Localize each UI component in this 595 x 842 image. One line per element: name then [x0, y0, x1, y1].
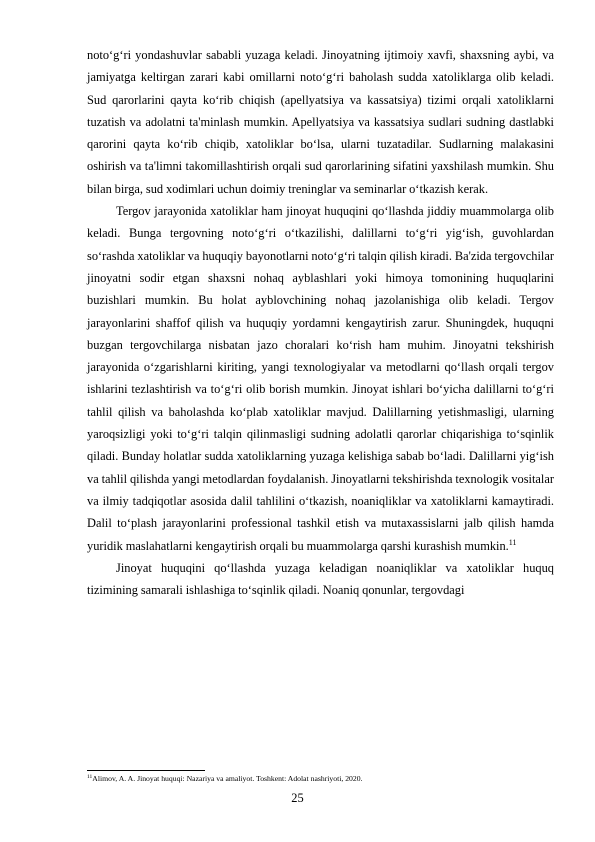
footnote-number: 11 — [87, 774, 93, 780]
body-text — [87, 44, 554, 601]
footnote — [87, 772, 557, 784]
footnote-reference[interactable]: 11 — [508, 537, 517, 547]
paragraph-uncertainties — [87, 557, 554, 602]
page-number: 25 — [291, 791, 304, 805]
paragraph-investigation-errors — [87, 200, 554, 557]
paragraph-text: Tergov jarayonida xatoliklar ham jinoyat huquqini qo‘llashda jiddiy muammolarga olib keladi. Bunga tergovning noto‘g‘ri o‘tkazilishi, dalillarni to‘g‘ri yig‘ish, guvohlardan so‘rashda xatoliklar va huquqiy bayonotlarni noto‘g‘ri talqin qilish kiradi. Ba'zida tergovchilar jinoyatni sodir etgan shaxsni nohaq ayblashlari yoki himoya tomonining huquqlarini buzishlari mumkin. Bu holat ayblovchining nohaq jazolanishiga olib keladi. Tergov jarayonlarini shaffof qilish va huquqiy yordamni kengaytirish zarur. Shuningdek, huquqni buzgan tergovchilarga nisbatan jazo choralari ko‘rish ham muhim. Jinoyatni tekshirish jarayonida o‘zgarishlarni kiriting, yangi texnologiyalar va metodlarni qo‘llash orqali tergov ishlarini tezlashtirish va to‘g‘ri olib borish mumkin. Jinoyat ishlari bo‘yicha dalillarni to‘g‘ri tahlil qilish va baholashda ko‘plab xatoliklar mavjud. Dalillarning yetishmasligi, ularning yaroqsizligi yoki to‘g‘ri talqin qilinmasligi sudning adolatli qarorlar chiqarishiga to‘sqinlik qiladi. Bunday holatlar sudda xatoliklarning yuzaga kelishiga sabab bo‘ladi. Dalillarni yig‘ish va tahlil qilishda yangi metodlardan foydalanish. Jinoyatlarni tekshirishda texnologik vositalar va ilmiy tadqiqotlar asosida dalil tahlilini o‘tkazish, noaniqliklar va xatoliklarni kamaytiradi. Dalil to‘plash jarayonlarini professional tashkil etish va mutaxassislarni jalb qilish hamda yuridik maslahatlarni kengaytirish orqali bu muammolarga qarshi kurashish mumkin. — [87, 204, 554, 553]
paragraph-text: Jinoyat huquqini qo‘llashda yuzaga keladigan noaniqliklar va xatoliklar huquq tizimining samarali ishlashiga to‘sqinlik qiladi. Noaniq qonunlar, tergovdagi — [87, 560, 554, 598]
paragraph-continued — [87, 44, 554, 200]
paragraph-text: noto‘g‘ri yondashuvlar sababli yuzaga keladi. Jinoyatning ijtimoiy xavfi, shaxsning aybi, va jamiyatga keltirgan zarari kabi omillarni noto‘g‘ri baholash sudda xatoliklarga olib keladi. Sud qarorlarini qayta ko‘rib chiqish (apellyatsiya va kassatsiya) tizimi orqali xatoliklarni tuzatish va adolatni ta'minlash mumkin. Apellyatsiya va kassatsiya sudlari sudning dastlabki qarorini qayta ko‘rib chiqib, xatoliklar bo‘lsa, ularni tuzatadilar. Sudlarning malakasini oshirish va ta'limni takomillashtirish orqali sud qarorlarining sifatini yaxshilash mumkin. Shu bilan birga, sud xodimlari uchun doimiy treninglar va seminarlar o‘tkazish kerak. — [87, 48, 554, 196]
footnote-text: Alimov, A. A. Jinoyat huquqi: Nazariya va amaliyot. Toshkent: Adolat nashriyoti, 2020. — [92, 774, 363, 783]
footnote-divider — [87, 770, 205, 771]
